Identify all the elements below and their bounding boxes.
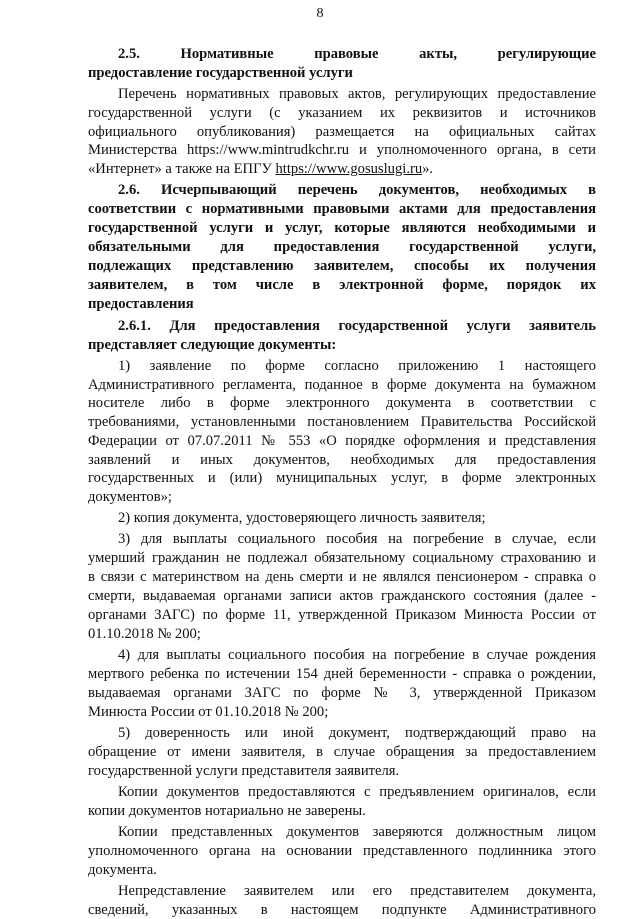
list-item-line: 5) доверенность или иной документ, подтверждающий право на [118,725,596,741]
paragraph-line: сведений, указанных в настоящем подпункте Административного [88,902,596,918]
list-item-line: органами ЗАГС) по форме 11, утвержденной Приказом Минюста России от [88,607,596,623]
list-item-line: 1) заявление по форме согласно приложению 1 настоящего [118,358,596,374]
section-2-6-heading-line: обязательными для предоставления государственной услуги, [88,239,596,255]
section-2-6-heading-line: 2.6. Исчерпывающий перечень документов, необходимых в [118,182,596,198]
list-item-line: смерти, выдаваемая органами записи актов гражданского состояния (далее - [88,588,596,604]
paragraph-line-end: ». [422,161,434,177]
list-item-line: умерший гражданин не подлежал обязательному социальному страхованию и [88,550,596,566]
paragraph-line: государственной услуги (с указанием их реквизитов и источников [88,105,596,121]
list-item-line: государственной услуги представителя заявителя. [88,763,400,779]
list-item-line: государственных и (или) муниципальных услуг, в форме электронных [88,470,596,486]
list-item-line: носителе либо в форме электронного документа в соответствии с [88,395,596,411]
paragraph-line: Копии представленных документов заверяются должностным лицом [118,824,596,840]
paragraph-line: официального опубликования) размещается на официальных сайтах [88,124,596,140]
section-2-5-heading-line-2: предоставление государственной услуги [88,65,353,81]
list-item-line: 2) копия документа, удостоверяющего личность заявителя; [118,510,486,526]
section-2-6-heading-line: предоставления [88,296,194,312]
paragraph-line: документа. [88,862,157,878]
paragraph-line: Перечень нормативных правовых актов, регулирующих предоставление [118,86,596,102]
list-item-line: мертвого ребенка по истечении 154 дней беременности - справка о рождении, [88,666,596,682]
paragraph-line: Копии документов предоставляются с предъявлением оригиналов, если [118,784,596,800]
list-item-line: документов»; [88,489,172,505]
page-number: 8 [316,6,324,21]
list-item-line: обращение от имени заявителя, в случае обращения за предоставлением [88,744,596,760]
paragraph-line: копии документов нотариально не заверены. [88,803,366,819]
list-item-line: 01.10.2018 № 200; [88,626,201,642]
list-item-line: 3) для выплаты социального пособия на погребение в случае, если [118,531,596,547]
list-item-line: заявлений и иных документов, необходимых для предоставления [88,452,596,468]
paragraph-line [88,160,596,178]
paragraph-line: уполномоченного органа на основании представленного подлинника этого [88,843,596,859]
section-2-6-heading-line: заявителем, в том числе в электронной форме, порядок их [88,277,596,293]
gosuslugi-link[interactable]: https://www.gosuslugi.ru [275,161,423,177]
list-item-line: требованиями, установленными постановлением Правительства Российской [88,414,596,430]
list-item-line: Минюста России от 01.10.2018 № 200; [88,704,329,720]
paragraph-line-start: «Интернет» а также на ЕПГУ [88,161,272,177]
section-2-6-1-heading-line: представляет следующие документы: [88,337,337,353]
section-2-6-heading-line: соответствии с нормативными правовыми актами для предоставления [88,201,596,217]
section-2-5-heading-line-1: 2.5. Нормативные правовые акты, регулирующие [118,46,596,62]
paragraph-line: Министерства https://www.mintrudkchr.ru и уполномоченного органа, в сети [88,142,596,158]
section-2-6-heading-line: государственной услуги и услуг, которые являются необходимыми и [88,220,596,236]
list-item-line: в связи с материнством на день смерти и не являлся пенсионером - справка о [88,569,596,585]
list-item-line: Федерации от 07.07.2011 № 553 «О порядке оформления и представления [88,433,596,449]
list-item-line: выдаваемая органами ЗАГС по форме № 3, утвержденной Приказом [88,685,596,701]
list-item-line: 4) для выплаты социального пособия на погребение в случае рождения [118,647,596,663]
section-2-6-1-heading-line: 2.6.1. Для предоставления государственной услуги заявитель [118,318,596,334]
paragraph-line: Непредставление заявителем или его представителем документа, [118,883,596,899]
list-item-line: Административного регламента, поданное в форме документа на бумажном [88,377,596,393]
section-2-6-heading-line: подлежащих представлению заявителем, способы их получения [88,258,596,274]
